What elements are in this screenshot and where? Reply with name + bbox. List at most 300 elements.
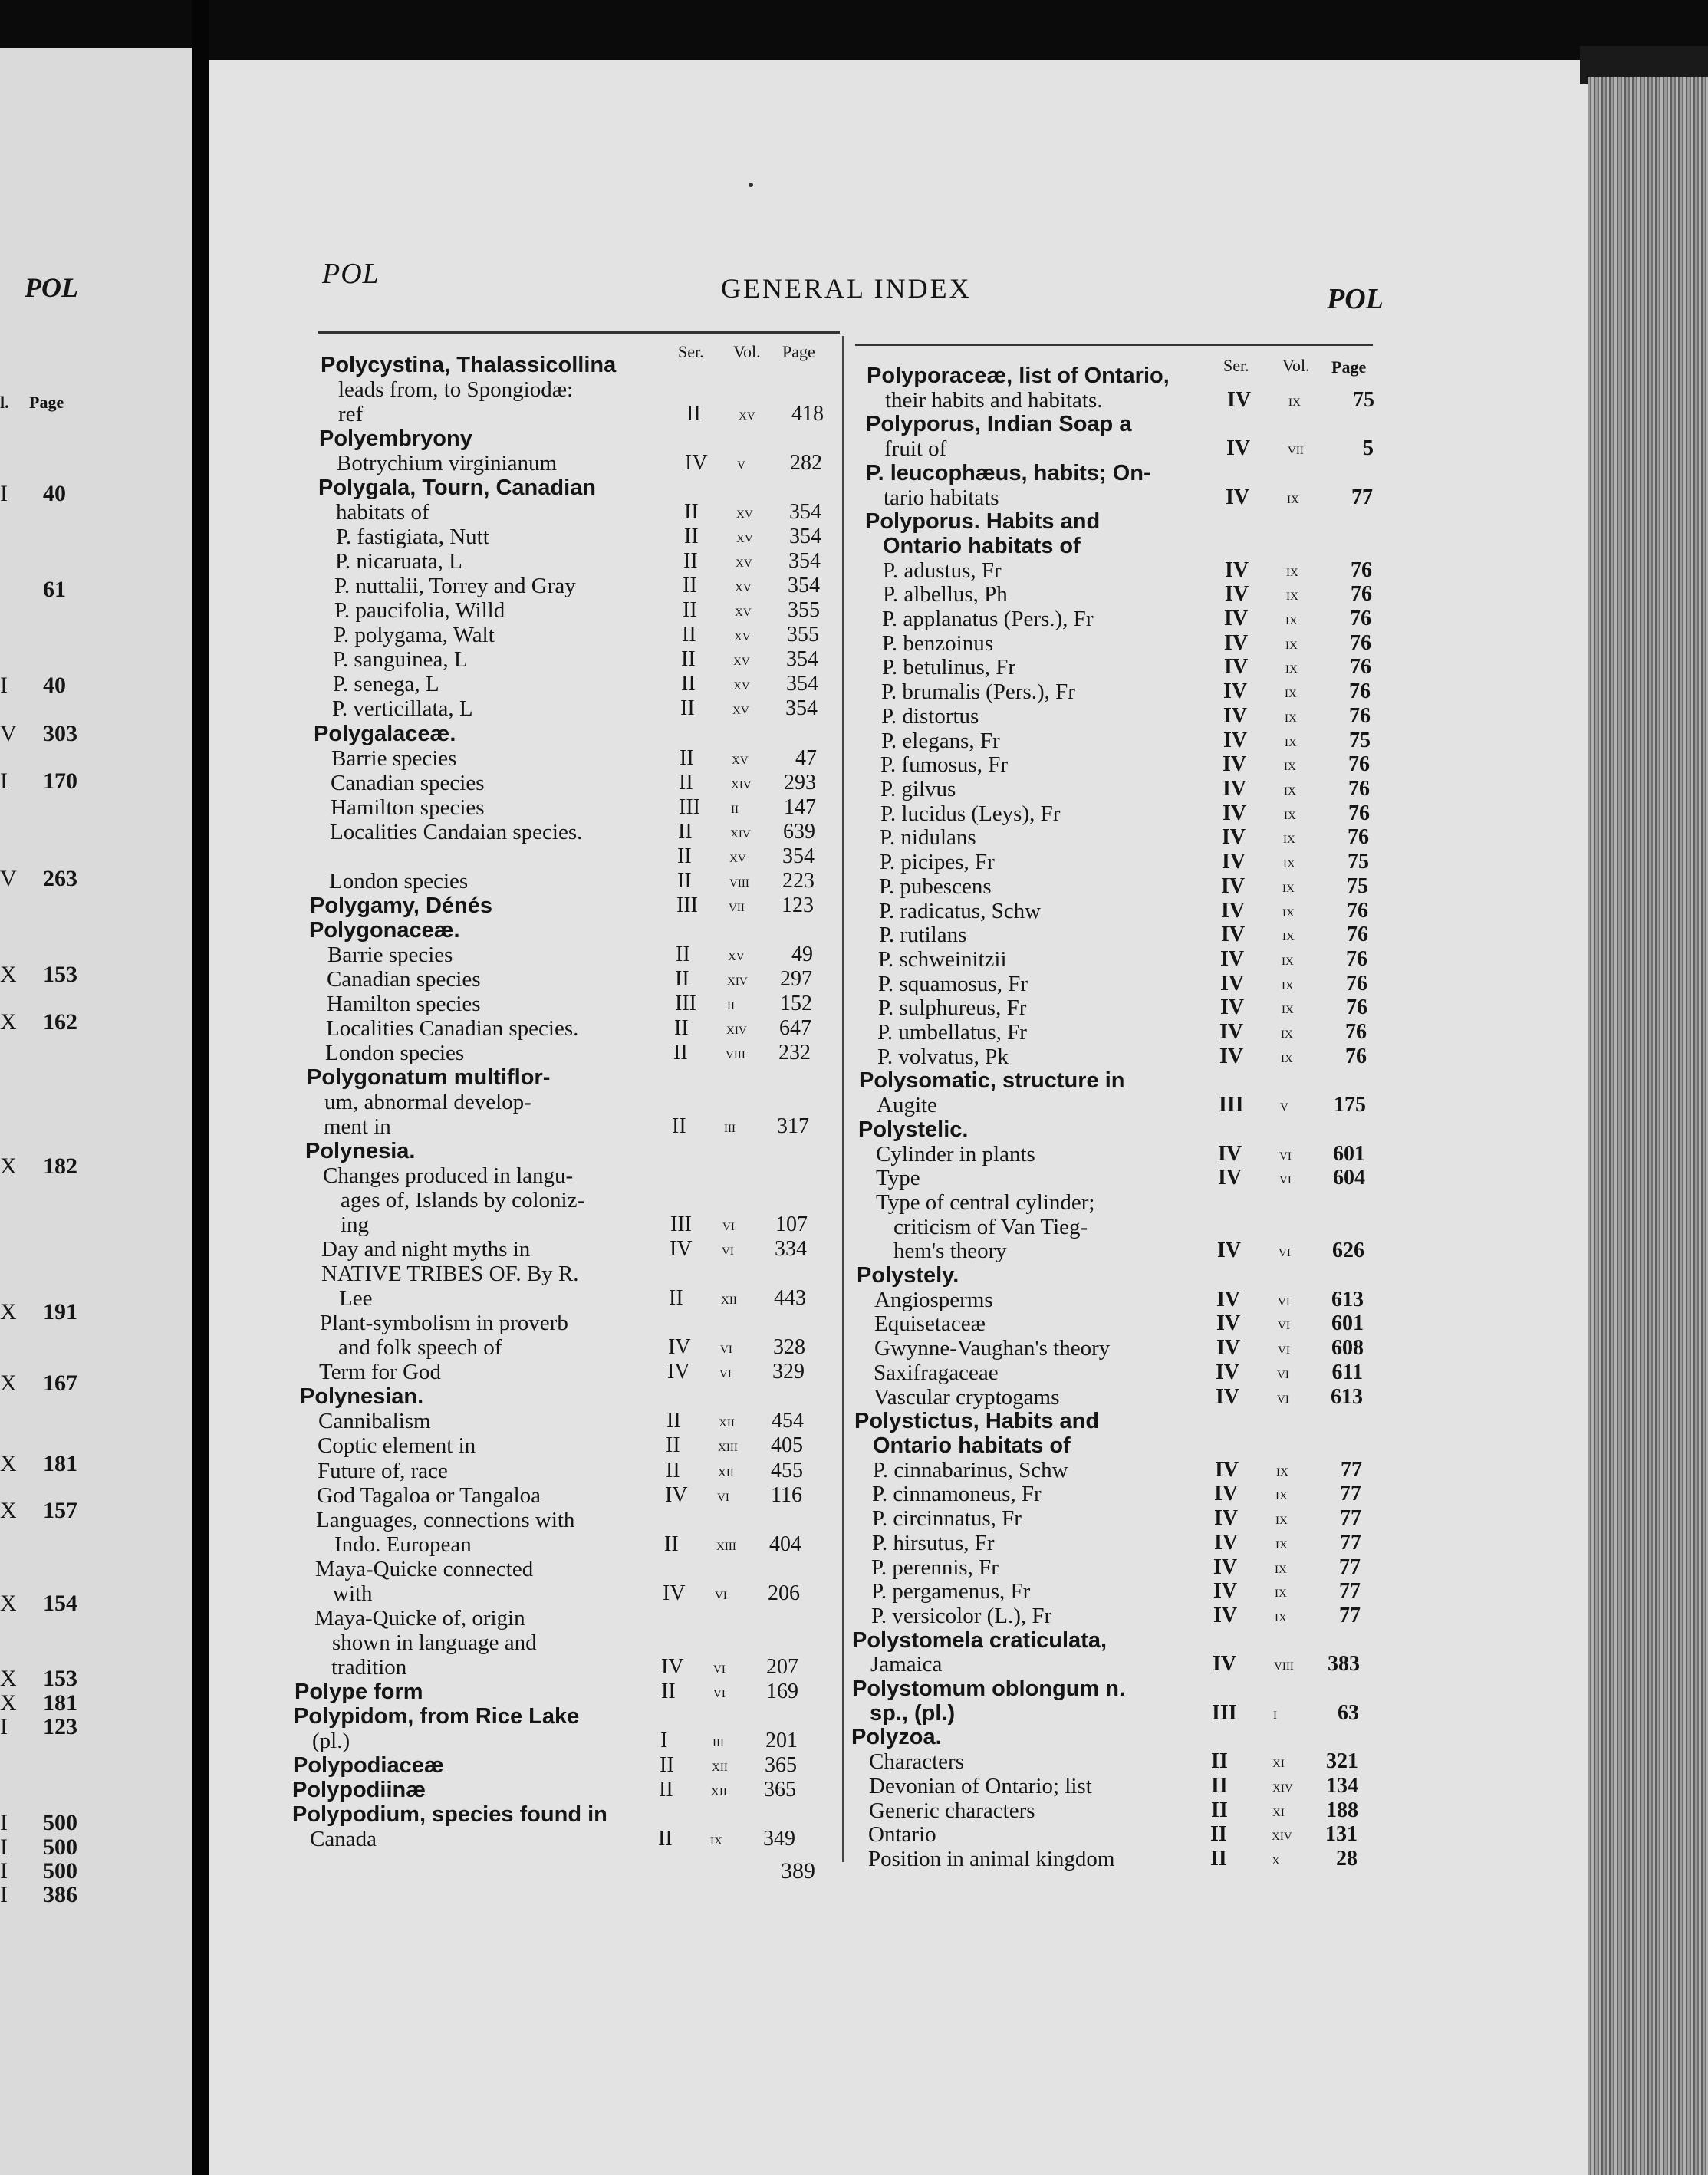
volume-number: xii xyxy=(712,1755,728,1775)
index-entry xyxy=(295,1655,816,1680)
series-number: IV xyxy=(1216,1311,1241,1335)
page-reference: 647 xyxy=(779,1016,811,1040)
series-number: III xyxy=(679,795,700,819)
series-number: IV xyxy=(1225,558,1249,582)
series-number: IV xyxy=(1223,679,1248,703)
page-reference: 107 xyxy=(775,1213,808,1236)
page-reference: 77 xyxy=(1340,1482,1361,1505)
entry-text: P. fumosus, Fr xyxy=(880,752,1008,777)
index-entry xyxy=(865,509,1371,534)
previous-page-number: 500 xyxy=(43,1858,77,1884)
series-number: IV xyxy=(661,1655,684,1679)
volume-number: vi xyxy=(1278,1290,1290,1309)
previous-page-number: 303 xyxy=(43,721,77,746)
index-entry xyxy=(854,1409,1361,1433)
entry-heading: Polygonatum multiflor- xyxy=(307,1065,551,1090)
volume-number: xii xyxy=(718,1461,734,1480)
index-entry xyxy=(311,820,833,844)
entry-text: Maya-Quicke connected xyxy=(315,1557,534,1581)
entry-text: Ontario xyxy=(868,1822,936,1847)
page-reference: 355 xyxy=(788,598,820,622)
page-reference: 604 xyxy=(1333,1166,1365,1190)
series-number: IV xyxy=(685,451,708,475)
entry-text: P. volvatus, Pk xyxy=(877,1045,1009,1069)
page-reference: 639 xyxy=(783,820,815,844)
page-reference: 175 xyxy=(1334,1093,1366,1117)
page-reference: 355 xyxy=(787,623,819,647)
page-reference: 28 xyxy=(1336,1847,1358,1871)
previous-page-row xyxy=(0,1153,192,1179)
index-entry xyxy=(857,1142,1364,1166)
series-number: III xyxy=(676,893,698,917)
index-entry xyxy=(864,655,1370,679)
index-entry xyxy=(307,1041,828,1065)
index-entry xyxy=(304,1188,825,1213)
volume-number: vi xyxy=(713,1682,726,1701)
index-entry xyxy=(318,475,840,500)
entry-heading: Ontario habitats of xyxy=(873,1433,1071,1458)
previous-page-volume: X xyxy=(0,1498,17,1523)
previous-page-volume: X xyxy=(0,962,17,987)
volume-number: xv xyxy=(734,625,751,644)
previous-page-row xyxy=(0,1690,192,1716)
volume-number: vi xyxy=(1277,1387,1289,1407)
entry-text: ages of, Islands by coloniz- xyxy=(341,1188,585,1213)
volume-number: vi xyxy=(1279,1168,1292,1187)
series-number: II xyxy=(684,525,699,548)
entry-text: P. lucidus (Leys), Fr xyxy=(880,801,1061,826)
page-reference: 223 xyxy=(782,869,815,893)
page-reference: 354 xyxy=(788,549,821,573)
index-entry xyxy=(293,1753,815,1778)
right-col-ser-heading: Ser. xyxy=(1223,356,1249,375)
entry-text: P. sanguinea, L xyxy=(333,647,468,672)
index-entry xyxy=(858,1117,1364,1142)
index-entry xyxy=(296,1606,818,1630)
series-number: II xyxy=(669,1286,683,1310)
index-entry xyxy=(317,549,838,574)
entry-text: P. circinnatus, Fr xyxy=(872,1506,1022,1531)
volume-number: xiv xyxy=(731,773,752,792)
index-entry xyxy=(856,1311,1362,1336)
index-entry xyxy=(305,1114,827,1139)
page-reference: 75 xyxy=(1347,874,1368,898)
volume-number: vi xyxy=(722,1215,735,1234)
page-reference: 77 xyxy=(1339,1604,1361,1627)
page-reference: 76 xyxy=(1345,1045,1367,1068)
series-number: IV xyxy=(1214,1506,1239,1530)
series-number: IV xyxy=(1213,1604,1238,1627)
series-number: II xyxy=(675,967,689,991)
series-number: IV xyxy=(1215,1458,1239,1482)
index-entry xyxy=(856,1336,1362,1361)
index-entry xyxy=(857,1239,1363,1263)
entry-heading: sp., (pl.) xyxy=(870,1701,956,1726)
entry-heading: Polyporus. Habits and xyxy=(865,509,1101,534)
previous-page-volume: I xyxy=(0,768,8,794)
index-entry xyxy=(854,1482,1360,1506)
page-reference: 76 xyxy=(1345,1020,1367,1044)
entry-text: Saxifragaceae xyxy=(874,1361,999,1385)
series-number: IV xyxy=(668,1335,691,1359)
volume-number: ix xyxy=(1285,633,1298,653)
previous-page-volume: X xyxy=(0,1299,17,1324)
index-entry xyxy=(864,631,1370,656)
page-reference: 63 xyxy=(1338,1701,1359,1725)
index-entry xyxy=(863,729,1369,753)
index-entry xyxy=(314,647,836,672)
entry-text: P. brumalis (Pers.), Fr xyxy=(881,679,1075,704)
volume-number: vi xyxy=(722,1239,734,1259)
volume-number: xiii xyxy=(716,1535,736,1554)
previous-page-number: 61 xyxy=(43,577,66,602)
entry-text: P. hirsutus, Fr xyxy=(872,1531,995,1555)
running-head-right: POL xyxy=(1327,283,1384,315)
index-entry xyxy=(306,1090,828,1114)
entry-text: and folk speech of xyxy=(338,1335,502,1360)
entry-text: fruit of xyxy=(884,436,947,461)
volume-number: xiv xyxy=(727,969,748,989)
index-entry xyxy=(308,1016,829,1041)
series-number: II xyxy=(1211,1749,1228,1773)
volume-number: ix xyxy=(1275,1533,1288,1552)
index-entry xyxy=(867,388,1373,413)
left-col-ser-heading: Ser. xyxy=(678,342,704,361)
index-entry xyxy=(857,1215,1363,1239)
index-entry xyxy=(308,992,830,1016)
volume-number: ix xyxy=(1283,828,1295,847)
previous-page-row xyxy=(0,1858,192,1884)
page-reference: 354 xyxy=(788,574,820,597)
volume-number: ix xyxy=(1282,877,1295,896)
page-reference: 47 xyxy=(795,746,817,770)
entry-text: Future of, race xyxy=(318,1459,448,1483)
previous-page-row xyxy=(0,768,192,794)
volume-number: ix xyxy=(1282,925,1295,944)
entry-text: P. radicatus, Schw xyxy=(879,899,1042,923)
volume-number: vi xyxy=(719,1362,732,1381)
previous-page-number: 154 xyxy=(43,1591,77,1616)
index-entry xyxy=(866,461,1372,485)
series-number: IV xyxy=(1216,1288,1241,1311)
page-reference: 443 xyxy=(774,1286,806,1310)
volume-number: xi xyxy=(1272,1752,1285,1771)
index-entry xyxy=(859,1020,1365,1045)
volume-number: xv xyxy=(733,674,750,693)
volume-number: ix xyxy=(1283,852,1295,871)
entry-heading: Polygala, Tourn, Canadian xyxy=(318,475,597,500)
previous-page-number: 170 xyxy=(43,768,77,794)
previous-page xyxy=(0,48,192,2175)
entry-text: Day and night myths in xyxy=(321,1237,531,1262)
index-entry xyxy=(301,1360,822,1384)
volume-number: ix xyxy=(1281,1047,1293,1066)
previous-page-number: 263 xyxy=(43,866,77,891)
page-reference: 76 xyxy=(1346,947,1367,971)
series-number: IV xyxy=(670,1237,693,1261)
previous-page-volume: I xyxy=(0,1714,8,1739)
entry-heading: Polygalaceæ. xyxy=(314,722,456,746)
index-entry xyxy=(862,752,1368,777)
index-entry xyxy=(309,918,831,943)
index-entry xyxy=(867,364,1373,388)
page-reference: 328 xyxy=(773,1335,805,1359)
page-reference: 76 xyxy=(1348,777,1370,801)
page-reference: 293 xyxy=(784,771,816,795)
volume-number: ix xyxy=(1282,901,1295,920)
series-number: II xyxy=(658,1827,673,1851)
page-reference: 613 xyxy=(1331,1385,1363,1409)
index-entry xyxy=(295,1630,817,1655)
page-number: 389 xyxy=(781,1858,815,1884)
index-entry xyxy=(857,1166,1364,1190)
page-reference: 383 xyxy=(1328,1652,1360,1676)
previous-page-row xyxy=(0,1451,192,1474)
volume-number: xv xyxy=(729,847,746,866)
previous-page-row xyxy=(0,1810,192,1833)
volume-number: vi xyxy=(1277,1363,1289,1382)
page-reference: 77 xyxy=(1339,1555,1361,1579)
previous-page-row xyxy=(0,481,192,504)
entry-heading: Polyembryony xyxy=(319,426,472,451)
index-entry xyxy=(861,825,1367,850)
entry-text: P. schweinitzii xyxy=(878,947,1007,972)
series-number: II xyxy=(683,574,697,597)
volume-number: ix xyxy=(1285,682,1297,701)
previous-page-volume: X xyxy=(0,1690,17,1716)
volume-number: ix xyxy=(710,1829,722,1848)
series-number: III xyxy=(1212,1701,1237,1725)
entry-text: Angiosperms xyxy=(874,1288,993,1312)
index-entry xyxy=(865,485,1371,510)
series-number: II xyxy=(680,696,695,720)
page-reference: 76 xyxy=(1348,825,1369,849)
index-entry xyxy=(300,1384,821,1409)
page-reference: 349 xyxy=(763,1827,795,1851)
index-entry xyxy=(294,1704,815,1729)
volume-number: xii xyxy=(719,1411,735,1430)
page-reference: 77 xyxy=(1340,1531,1361,1555)
series-number: IV xyxy=(1216,1385,1240,1409)
volume-number: ii xyxy=(731,798,739,817)
index-entry xyxy=(858,1093,1364,1117)
series-number: III xyxy=(675,992,696,1015)
entry-text: ment in xyxy=(324,1114,391,1139)
index-entry xyxy=(318,451,840,475)
index-entry xyxy=(854,1506,1360,1531)
series-number: IV xyxy=(1214,1531,1239,1555)
index-entry xyxy=(301,1311,823,1335)
index-entry xyxy=(857,1263,1363,1288)
page-reference: 5 xyxy=(1363,436,1374,460)
entry-text: P. pubescens xyxy=(879,874,992,899)
index-entry xyxy=(851,1701,1358,1726)
previous-page-header: POL xyxy=(25,272,78,303)
index-entry xyxy=(314,696,835,721)
previous-page-volume: X xyxy=(0,1153,17,1179)
volume-number: ix xyxy=(1275,1558,1287,1577)
previous-page-number: 40 xyxy=(43,673,66,698)
index-entry xyxy=(320,377,841,402)
entry-heading: Polycystina, Thalassicollina xyxy=(321,353,617,377)
page-reference: 75 xyxy=(1348,850,1369,874)
entry-heading: Polypodium, species found in xyxy=(292,1802,607,1827)
series-number: II xyxy=(681,672,696,696)
volume-number: xv xyxy=(733,650,750,669)
page-reference: 365 xyxy=(765,1753,797,1777)
series-number: IV xyxy=(1214,1482,1239,1505)
page-reference: 77 xyxy=(1340,1506,1361,1530)
previous-page-volume: I xyxy=(0,1882,8,1907)
page-reference: 601 xyxy=(1333,1142,1365,1166)
previous-page-row xyxy=(0,1834,192,1860)
left-col-page-heading: Page xyxy=(782,342,815,361)
entry-text: P. rutilans xyxy=(879,923,967,947)
left-col-vol-heading: Vol. xyxy=(733,342,761,361)
page-reference: 317 xyxy=(777,1114,809,1138)
volume-number: ix xyxy=(1286,584,1298,604)
index-entry xyxy=(318,525,839,549)
entry-text: P. picipes, Fr xyxy=(880,850,995,874)
entry-text: Barrie species xyxy=(327,943,453,967)
index-entry xyxy=(301,1335,823,1360)
series-number: IV xyxy=(1225,582,1249,606)
volume-number: xv xyxy=(732,699,749,718)
index-entry xyxy=(859,1068,1365,1093)
entry-text: P. nicaruata, L xyxy=(335,549,462,574)
index-entry xyxy=(853,1579,1359,1604)
series-number: II xyxy=(1211,1774,1228,1798)
entry-text: Hamilton species xyxy=(331,795,485,820)
index-entry xyxy=(298,1483,820,1508)
volume-number: viii xyxy=(726,1043,745,1062)
volume-number: vi xyxy=(720,1338,732,1357)
volume-number: vi xyxy=(715,1584,727,1603)
index-entry xyxy=(860,995,1366,1020)
series-number: II xyxy=(676,943,690,966)
entry-text: P. versicolor (L.), Fr xyxy=(871,1604,1052,1628)
volume-number: xiv xyxy=(726,1018,747,1038)
page-reference: 134 xyxy=(1326,1774,1358,1798)
page-title: GENERAL INDEX xyxy=(721,273,972,304)
volume-number: xv xyxy=(736,527,753,546)
volume-number: xv xyxy=(735,601,752,620)
entry-text: Localities Canadian species. xyxy=(326,1016,579,1041)
series-number: IV xyxy=(1218,1142,1242,1166)
series-number: IV xyxy=(1224,655,1249,679)
index-entry xyxy=(856,1288,1362,1312)
series-number: IV xyxy=(1220,972,1245,995)
entry-text: P. verticillata, L xyxy=(332,696,473,721)
previous-page-volume: I xyxy=(0,673,8,698)
entry-text: Augite xyxy=(877,1093,937,1117)
series-number: IV xyxy=(1223,801,1247,825)
index-entry xyxy=(314,722,835,746)
entry-text: P. squamosus, Fr xyxy=(878,972,1028,996)
entry-text: Jamaica xyxy=(870,1652,943,1676)
entry-heading: Polyporus, Indian Soap a xyxy=(866,412,1132,436)
entry-text: Equisetaceæ xyxy=(874,1311,986,1336)
series-number: IV xyxy=(1220,995,1245,1019)
entry-text: ref xyxy=(338,402,364,426)
entry-text: P. senega, L xyxy=(333,672,439,696)
entry-text: Canada xyxy=(310,1827,377,1851)
entry-heading: P. leucophæus, habits; On- xyxy=(866,461,1151,485)
series-number: IV xyxy=(1224,607,1249,630)
previous-page-row xyxy=(0,866,192,889)
index-entry xyxy=(307,1065,828,1090)
volume-number: xv xyxy=(736,551,752,571)
entry-heading: Polyzoa. xyxy=(851,1725,942,1749)
page-reference: 613 xyxy=(1331,1288,1364,1311)
page-reference: 76 xyxy=(1349,704,1371,728)
index-entry xyxy=(315,623,837,647)
page-reference: 334 xyxy=(775,1237,807,1261)
entry-heading: Ontario habitats of xyxy=(883,534,1081,558)
entry-text: P. sulphureus, Fr xyxy=(878,995,1027,1020)
index-entry xyxy=(303,1262,824,1286)
previous-page-number: 181 xyxy=(43,1690,77,1716)
entry-text: ing xyxy=(341,1213,370,1237)
index-entry xyxy=(311,869,832,893)
series-number: IV xyxy=(1223,777,1247,801)
series-number: IV xyxy=(1226,436,1251,460)
entry-text: Cannibalism xyxy=(318,1409,431,1433)
entry-heading: Polypodiinæ xyxy=(292,1778,426,1802)
previous-page-row xyxy=(0,577,192,600)
column-divider xyxy=(842,336,844,1862)
entry-text: tario habitats xyxy=(884,485,999,510)
series-number: II xyxy=(666,1433,680,1457)
page-reference: 455 xyxy=(771,1459,803,1482)
previous-page-volume: V xyxy=(0,866,17,891)
entry-text: P. distortus xyxy=(881,704,979,729)
series-number: IV xyxy=(1221,874,1246,898)
volume-number: i xyxy=(1273,1703,1277,1723)
series-number: IV xyxy=(1216,1336,1241,1360)
volume-number: ix xyxy=(1275,1484,1288,1503)
series-number: II xyxy=(659,1778,673,1802)
index-entry xyxy=(298,1532,819,1557)
series-number: IV xyxy=(1217,1239,1242,1262)
page-reference: 404 xyxy=(769,1532,801,1556)
series-number: II xyxy=(666,1409,681,1433)
page-reference: 76 xyxy=(1347,899,1368,923)
page-reference: 77 xyxy=(1351,485,1373,509)
index-entry xyxy=(851,1725,1358,1749)
previous-page-number: 153 xyxy=(43,1666,77,1691)
index-entry xyxy=(302,1286,824,1311)
entry-text: Type of central cylinder; xyxy=(876,1190,1095,1215)
entry-heading: Polynesian. xyxy=(300,1384,424,1409)
series-number: II xyxy=(678,820,693,844)
entry-text: Hamilton species xyxy=(327,992,481,1016)
series-number: II xyxy=(682,623,696,647)
volume-number: xv xyxy=(739,404,755,423)
volume-number: v xyxy=(1280,1095,1288,1114)
series-number: II xyxy=(681,647,696,671)
series-number: II xyxy=(680,746,694,770)
previous-page-number: 386 xyxy=(43,1882,77,1907)
index-entry xyxy=(313,746,834,771)
book-page-edges xyxy=(1588,77,1708,2175)
index-entry xyxy=(304,1163,826,1188)
entry-text: Canadian species xyxy=(331,771,485,795)
entry-heading: Polystictus, Habits and xyxy=(854,1409,1100,1433)
volume-number: vi xyxy=(717,1486,729,1505)
entry-text: Barrie species xyxy=(331,746,457,771)
entry-heading: Polystomela craticulata, xyxy=(852,1628,1107,1653)
